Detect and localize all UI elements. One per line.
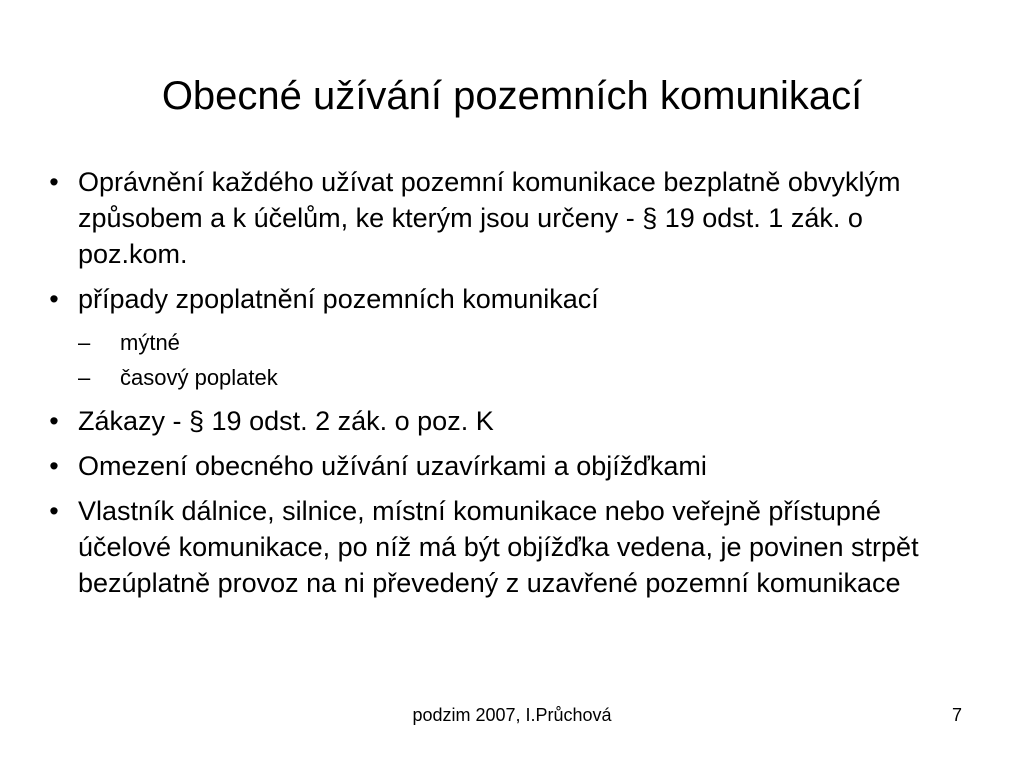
- bullet-item: [42, 281, 952, 317]
- bullet-marker: •: [49, 284, 59, 314]
- bullet-text: Omezení obecného užívání uzavírkami a objížďkami: [78, 451, 707, 481]
- bullet-item: [42, 448, 952, 484]
- bullet-marker: •: [49, 167, 59, 197]
- bullet-text: Oprávnění každého užívat pozemní komunikace bezplatně obvyklým způsobem a k účelům, ke kterým jsou určeny - § 19 odst. 1 zák. o poz.kom.: [78, 167, 901, 269]
- dash-marker: –: [78, 330, 91, 355]
- bullet-list: [42, 164, 952, 610]
- bullet-item: [42, 493, 952, 601]
- bullet-marker: •: [49, 451, 59, 481]
- bullet-text: Zákazy - § 19 odst. 2 zák. o poz. K: [78, 406, 494, 436]
- bullet-item: [42, 403, 952, 439]
- slide-title: Obecné užívání pozemních komunikací: [161, 74, 863, 118]
- sub-bullet-text: časový poplatek: [120, 365, 278, 390]
- sub-bullet-list: [42, 326, 952, 395]
- bullet-marker: •: [49, 406, 59, 436]
- dash-marker: –: [78, 365, 91, 390]
- bullet-text: případy zpoplatnění pozemních komunikací: [78, 284, 599, 314]
- sub-bullet-item: [78, 326, 952, 360]
- page-number: 7: [951, 705, 962, 725]
- bullet-marker: •: [49, 496, 59, 526]
- sub-bullet-text: mýtné: [120, 330, 180, 355]
- sub-bullet-group: [42, 326, 952, 395]
- footer-author-date: podzim 2007, I.Průchová: [412, 705, 612, 725]
- bullet-text: Vlastník dálnice, silnice, místní komunikace nebo veřejně přístupné účelové komunikace, po níž má být objížďka vedena, je povinen strpět bezúplatně provoz na ni převedený z uzavřené pozemní komunikace: [78, 496, 919, 598]
- sub-bullet-item: [78, 361, 952, 395]
- bullet-item: [42, 164, 952, 272]
